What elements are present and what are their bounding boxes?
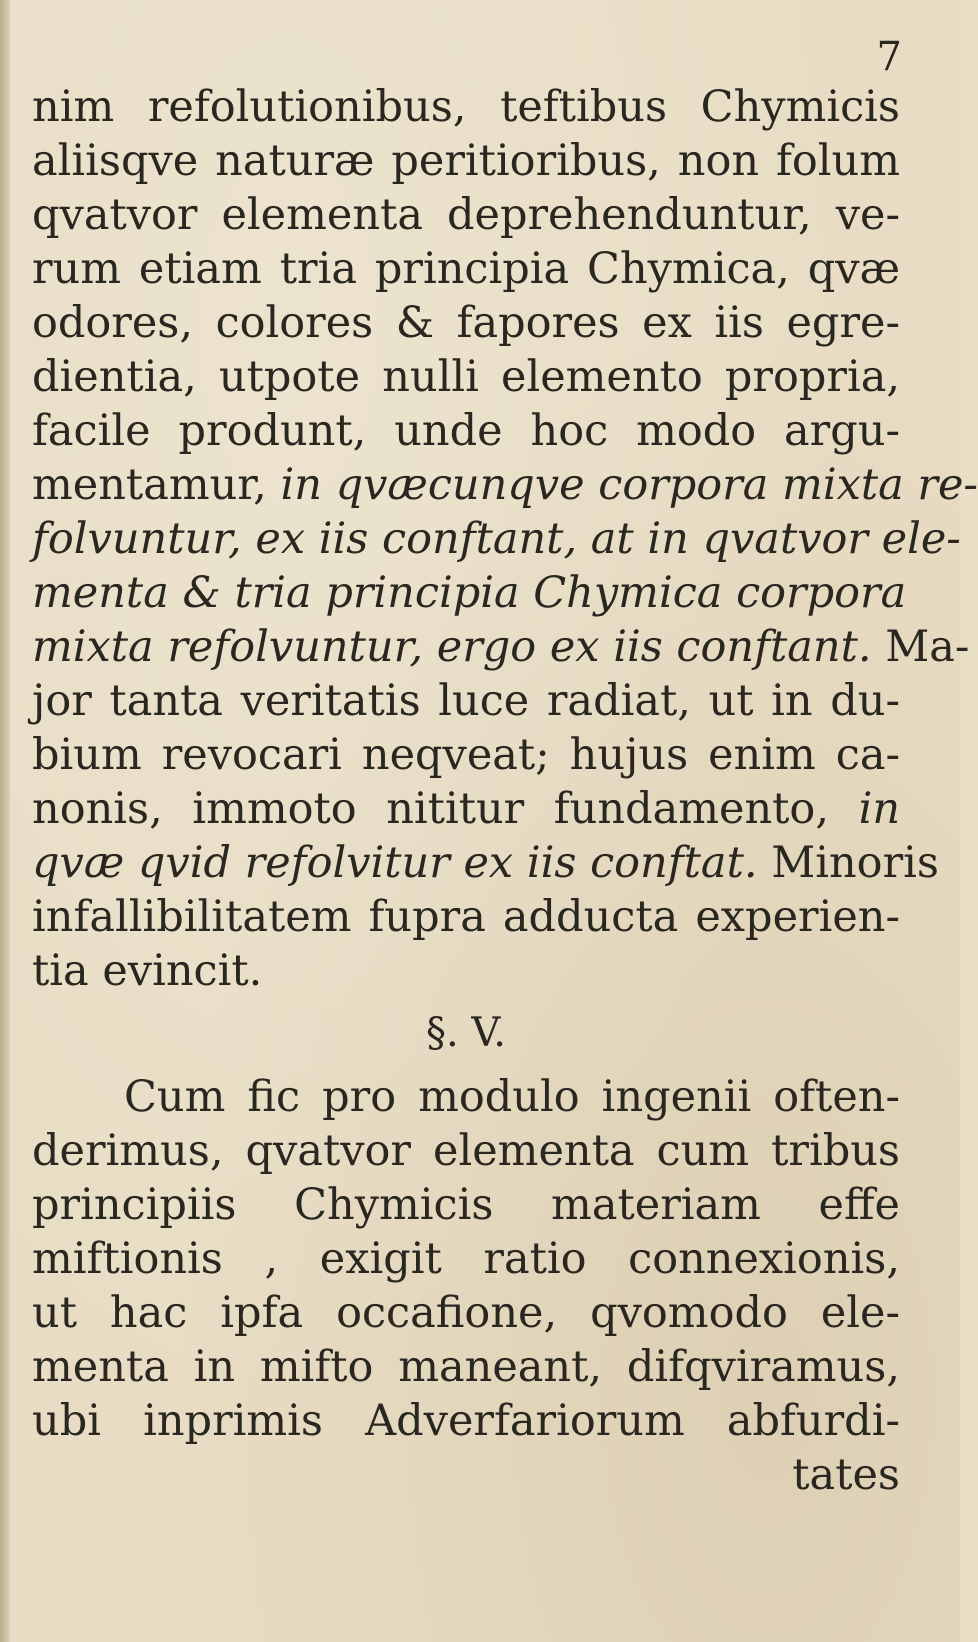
italic-segment: mixta refolvuntur, ergo ex iis conftant. xyxy=(32,622,872,672)
text-line xyxy=(32,620,970,674)
text-line: menta in mifto maneant, difqviramus, xyxy=(32,1342,900,1392)
text-line: miftionis , exigit ratio connexionis, xyxy=(32,1234,900,1284)
text-line: tia evincit. xyxy=(32,946,263,996)
text-line: folvuntur, ex iis conftant, at in qvatvor ele- xyxy=(32,514,961,564)
text-line: odores, colores & fapores ex iis egre- xyxy=(32,298,900,348)
text-line xyxy=(32,836,939,890)
text-segment: nonis, immoto nititur fundamento, xyxy=(32,784,829,834)
text-line: rum etiam tria principia Chymica, qvæ xyxy=(32,244,900,294)
text-line xyxy=(32,782,900,836)
text-line: jor tanta veritatis luce radiat, ut in du- xyxy=(32,676,900,726)
text-line: facile produnt, unde hoc modo argu- xyxy=(32,406,900,456)
text-line: qvatvor elementa deprehenduntur, ve- xyxy=(32,190,900,240)
text-line: derimus, qvatvor elementa cum tribus xyxy=(32,1126,900,1176)
text-line: principiis Chymicis materiam effe xyxy=(32,1180,900,1230)
page-gutter xyxy=(0,0,10,1642)
italic-segment: qvæ qvid refolvitur ex iis conftat. xyxy=(32,838,758,888)
italic-segment: in xyxy=(858,784,901,834)
text-line: bium revocari neqveat; hujus enim ca- xyxy=(32,730,900,780)
page-number: 7 xyxy=(876,34,902,80)
text-line: ubi inprimis Adverfariorum abfurdi- xyxy=(32,1396,900,1446)
text-line xyxy=(32,458,978,512)
italic-segment: in qvæcunqve corpora mixta re- xyxy=(280,460,978,510)
text-line: dientia, utpote nulli elemento propria, xyxy=(32,352,900,402)
catchword: tates xyxy=(792,1450,900,1500)
text-line: aliisqve naturæ peritioribus, non folum xyxy=(32,136,900,186)
text-line: nim refolutionibus, teftibus Chymicis xyxy=(32,82,900,132)
text-segment: mentamur, xyxy=(32,460,267,510)
text-line: menta & tria principia Chymica corpora xyxy=(32,568,907,618)
text-line: Cum fic pro modulo ingenii often- xyxy=(124,1072,900,1122)
text-segment: Minoris xyxy=(771,838,939,888)
section-heading: §. V. xyxy=(425,1010,507,1056)
text-line: ut hac ipfa occafione, qvomodo ele- xyxy=(32,1288,900,1338)
text-line: infallibilitatem fupra adducta experien- xyxy=(32,892,900,942)
text-segment: Ma- xyxy=(885,622,970,672)
